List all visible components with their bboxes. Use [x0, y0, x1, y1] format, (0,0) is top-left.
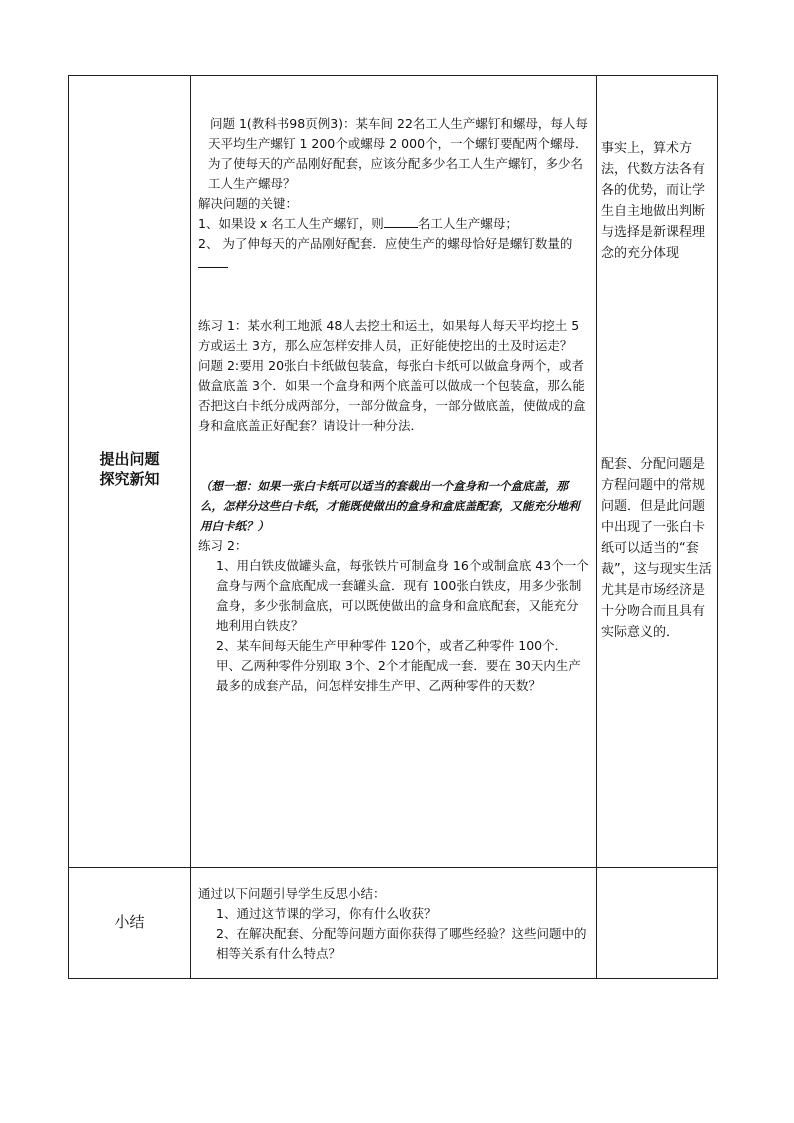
exercise2-label: 练习 2：: [198, 538, 248, 553]
problem1-text: 问题 1(教科书98页例3)：某车间 22名工人生产螺钉和螺母，每人每天平均生产螺钉 1 200个或螺母 2 000个，一个螺钉要配两个螺母．为了使每天的产品刚好配套，应该分配多少名工人生产螺钉，多少名工人生产螺母？: [208, 116, 588, 191]
key-item-text: 名工人生产螺母；: [417, 216, 518, 231]
key-item-text: 2、 为了伸每天的产品刚好配套．应使生产的螺母恰好是螺钉数量的: [198, 236, 573, 251]
lesson-plan-table: [68, 75, 718, 979]
answer-blank: [384, 215, 418, 228]
section-title-cell: [69, 868, 191, 979]
section-title: [69, 449, 190, 489]
think-text: （想一想：如果一张白卡纸可以适当的套裁出一个盒身和一个盒底盖，那么，怎样分这些白卡纸，才能既使做出的盒身和盒底盖配套，又能充分地利用白卡纸？）: [200, 479, 580, 533]
key-item-text: 1、如果设 x 名工人生产螺钉，则: [198, 216, 384, 231]
key-item-1: [198, 214, 590, 234]
teaching-note-2: 配套、分配问题是方程问题中的常规问题．但是此问题中出现了一张白卡纸可以适当的“套裁”，这与现实生活尤其是市场经济是十分吻合而且具有实际意义的．: [601, 457, 712, 640]
summary-question-2: 2、在解决配套、分配等问题方面你获得了哪些经验？这些问题中的相等关系有什么特点？: [216, 926, 587, 961]
section-title: 小结: [114, 913, 145, 931]
section-title-line: 提出问题: [99, 450, 160, 468]
notes-cell: [597, 868, 718, 979]
summary-question-1: 1、通过这节课的学习，你有什么收获？: [216, 906, 437, 921]
key-label: 解决问题的关键：: [198, 196, 299, 211]
content-cell: [191, 868, 597, 979]
section-title-line: 探究新知: [99, 470, 160, 488]
summary-intro: 通过以下问题引导学生反思小结：: [198, 886, 386, 901]
key-item-2: [198, 234, 590, 274]
teaching-note-1: 事实上，算术方法，代数方法各有各的优势，而让学生自主地做出判断与选择是新课程理念的充分体现: [601, 141, 706, 261]
table-row: [69, 76, 718, 868]
exercise1-text: 练习 1：某水利工地派 48人去挖土和运土，如果每人每天平均挖土 5方或运土 3方，那么应怎样安排人员，正好能使挖出的土及时运走？: [198, 318, 580, 353]
content-cell: [191, 76, 597, 868]
exercise2-item-2: 2、某车间每天能生产甲种零件 120个，或者乙种零件 100个．甲、乙两种零件分别取 3个、2个才能配成一套．要在 30天内生产最多的成套产品，问怎样安排生产甲、乙两种零件的天数？: [216, 638, 581, 693]
section-title-cell: [69, 76, 191, 868]
table-row: [69, 868, 718, 979]
answer-blank: [198, 255, 228, 268]
exercise2-item-1: 1、用白铁皮做罐头盒，每张铁片可制盒身 16个或制盒底 43个一个盒身与两个盒底配成一套罐头盒．现有 100张白铁皮，用多少张制盒身，多少张制盒底，可以既使做出的盒身和盒底配套，又能充分地利用白铁皮？: [216, 558, 589, 633]
notes-cell: [597, 76, 718, 868]
problem2-text: 问题 2:要用 20张白卡纸做包装盒，每张白卡纸可以做盒身两个，或者做盒底盖 3个．如果一个盒身和两个底盖可以做成一个包装盒，那么能否把这白卡纸分成两部分，一部分做盒身，一部分做底盖，使做成的盒身和盒底盖正好配套？请设计一种分法．: [198, 358, 586, 433]
